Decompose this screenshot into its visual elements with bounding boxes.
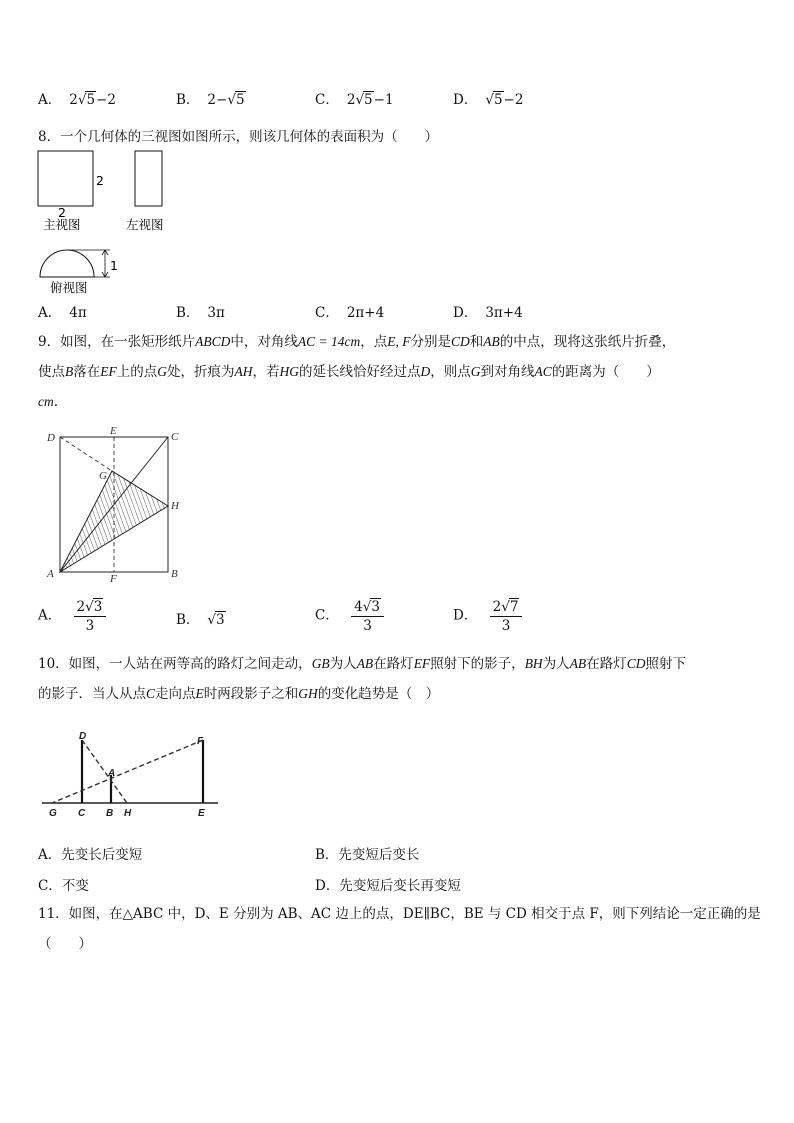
label-b: B [171, 568, 178, 580]
front-view-caption: 主视图 [43, 217, 81, 232]
dashed-dg [60, 437, 112, 471]
top-view-semicircle [40, 250, 94, 277]
q9-option-d[interactable]: D． $\frac{2√7}{3}$ [453, 598, 522, 634]
q8-option-c[interactable]: C． 2π+4 [315, 305, 385, 321]
side-view-rect [135, 151, 162, 206]
q9-stem: 9．如图，在一张矩形纸片ABCD中，对角线AC = 14cm，点E, F分别是CD和AB的中点，现将这张纸片折叠， 使点B落在EF上的点G处，折痕为AH，若HG的延长线恰好经过点D，则点G到对角线AC的距离为（ ） cm. [38, 334, 676, 410]
side-view-caption: 左视图 [126, 217, 164, 232]
q8-option-a[interactable]: A． 4π [38, 305, 87, 321]
q10-streetlight-figure [38, 728, 228, 823]
label-a: A [47, 568, 54, 580]
q7-option-d[interactable]: D． √5−2 [453, 92, 524, 108]
front-view-width-label: 2 [58, 205, 66, 220]
q9-rectangle-fold-figure [40, 425, 190, 585]
q8-option-b[interactable]: B． 3π [176, 305, 225, 321]
top-view-radius-label: 1 [110, 258, 118, 273]
label-f: F [197, 736, 204, 747]
top-view-caption: 俯视图 [50, 280, 88, 295]
q8-three-view-figure [30, 145, 180, 305]
label-c: C [78, 808, 86, 819]
q10-option-b[interactable]: B．先变短后变长 [315, 847, 420, 863]
label-d: D [79, 731, 87, 742]
label-b: B [106, 808, 114, 819]
label-e: E [110, 425, 117, 437]
label-e: E [198, 808, 205, 819]
front-view-square [38, 151, 93, 206]
label-d: D [47, 432, 55, 444]
label-f: F [110, 573, 117, 585]
q8-stem: 8．一个几何体的三视图如图所示，则该几何体的表面积为（ ） [38, 129, 439, 145]
q7-option-a[interactable]: A． 2√5−2 [38, 92, 116, 108]
label-h: H [171, 500, 179, 512]
q10-stem: 10．如图，一人站在两等高的路灯之间走动，GB为人AB在路灯EF照射下的影子，BH为人AB在路灯CD照射下 的影子．当人从点C走向点E时两段影子之和GH的变化趋势是（ ） [38, 656, 686, 702]
q9-option-a[interactable]: A． $\frac{2√3}{3}$ [38, 598, 106, 634]
q9-option-b[interactable]: B． √3 [176, 612, 225, 628]
ray-d-to-h [82, 740, 127, 803]
q7-option-b[interactable]: B． 2−√5 [176, 92, 245, 108]
ray-f-to-g [52, 740, 203, 803]
label-a: A [108, 768, 116, 779]
label-g: G [99, 470, 107, 482]
front-view-height-label: 2 [96, 173, 104, 188]
q8-option-d[interactable]: D． 3π+4 [453, 305, 523, 321]
q10-option-c[interactable]: C．不变 [38, 878, 89, 894]
q11-stem: 11．如图，在△ABC 中，D、E 分别为 AB、AC 边上的点，DE∥BC，BE 与 CD 相交于点 F，则下列结论一定正确的是 （ ） [38, 906, 761, 952]
label-c: C [171, 431, 179, 443]
label-g: G [49, 808, 57, 819]
q9-option-c[interactable]: C． $\frac{4√3}{3}$ [315, 598, 384, 634]
q10-option-a[interactable]: A．先变长后变短 [38, 847, 143, 863]
q7-option-c[interactable]: C． 2√5−1 [315, 92, 394, 108]
label-h: H [124, 808, 132, 819]
q10-option-d[interactable]: D．先变短后变长再变短 [315, 878, 461, 894]
